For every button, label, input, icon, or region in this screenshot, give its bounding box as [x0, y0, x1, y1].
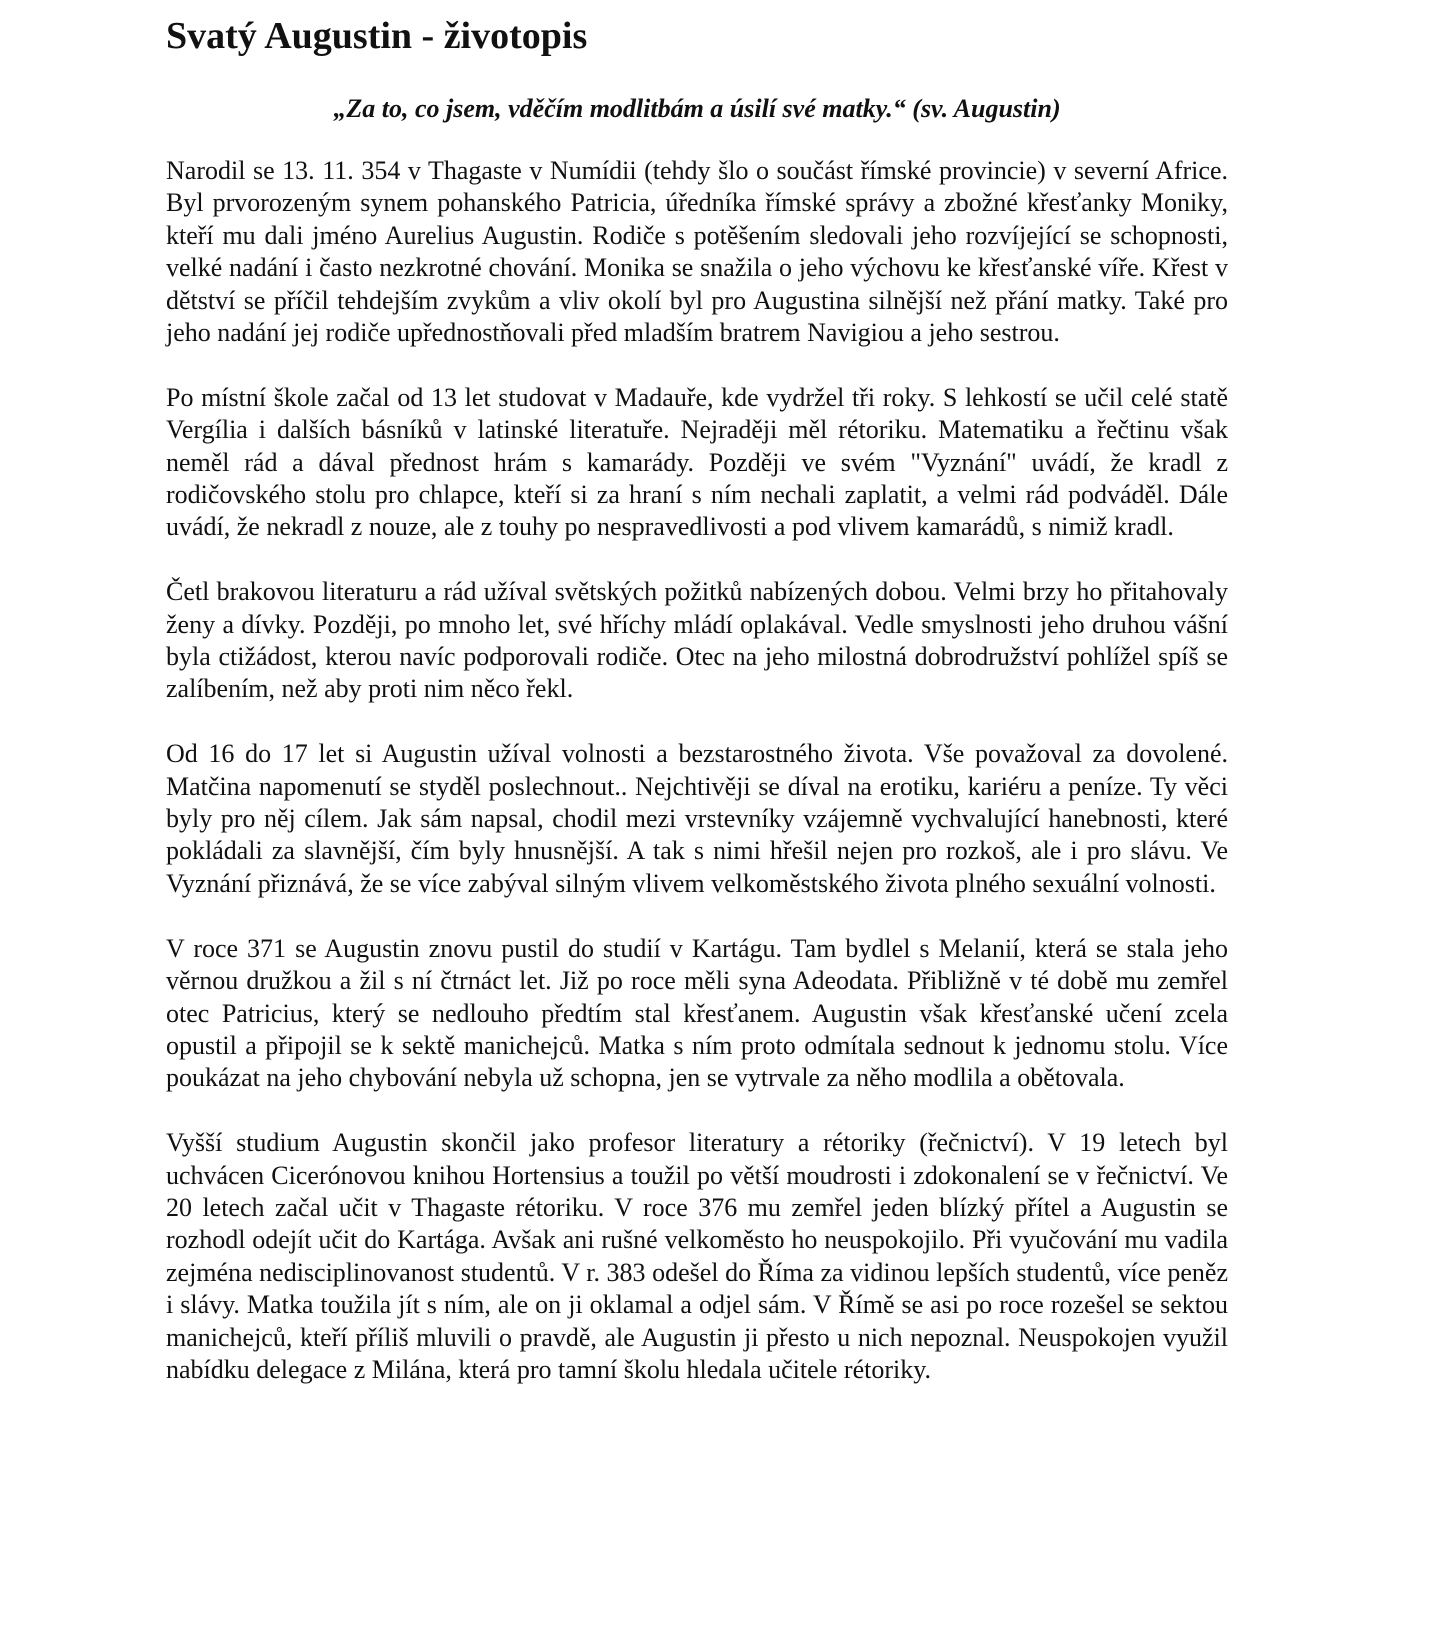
paragraph-schooling: Po místní škole začal od 13 let studovat v Madauře, kde vydržel tři roky. S lehkostí se učil celé statě Vergília i dalších básníků v latinské literatuře. Nejraději měl rétoriku. Matematiku a řečtinu však neměl rád a dával přednost hrám s kamarády. Později ve svém "Vyznání" uvádí, že kradl z rodičovského stolu pro chlapce, kteří si za hraní s ním nechali zaplatit, a velmi rád podváděl. Dále uvádí, že nekradl z nouze, ale z touhy po nespravedlivosti a pod vlivem kamarádů, s nimiž kradl.: [166, 382, 1228, 542]
paragraph-carthage: V roce 371 se Augustin znovu pustil do studií v Kartágu. Tam bydlel s Melanií, která se stala jeho věrnou družkou a žil s ní čtrnáct let. Již po roce měli syna Adeodata. Přibližně v té době mu zemřel otec Patricius, který se nedlouho předtím stal křesťanem. Augustin však křesťanské učení zcela opustil a připojil se k sektě manichejců. Matka s ním proto odmítala sednout k jednomu stolu. Více poukázat na jeho chybování nebyla už schopna, jen se vytrvale za něho modlila a obětovala.: [166, 933, 1228, 1093]
paragraph-youth: Četl brakovou literaturu a rád užíval světských požitků nabízených dobou. Velmi brzy ho přitahovaly ženy a dívky. Později, po mnoho let, své hříchy mládí oplakával. Vedle smyslnosti jeho druhou vášní byla ctižádost, kterou navíc podporovali rodiče. Otec na jeho milostná dobrodružství pohlížel spíš se zalíbením, než aby proti nim něco řekl.: [166, 577, 1228, 704]
paragraph-age-16-17: Od 16 do 17 let si Augustin užíval volnosti a bezstarostného života. Vše považoval za dovolené. Matčina napomenutí se styděl poslechnout.. Nejchtivěji se díval na erotiku, kariéru a peníze. Ty věci byly pro něj cílem. Jak sám napsal, chodil mezi vrstevníky vzájemně vychvalující hanebnosti, které pokládali za slavnější, čím byly hnusnější. A tak s nimi hřešil nejen pro rozkoš, ale i pro slávu. Ve Vyznání přiznává, že se více zabýval silným vlivem velkoměstského života plného sexuální volnosti.: [166, 739, 1228, 898]
paragraph-rhetoric-career: Vyšší studium Augustin skončil jako profesor literatury a rétoriky (řečnictví). V 19 letech byl uchvácen Cicerónovou knihou Hortensius a toužil po větší moudrosti i zdokonalení se v řečnictví. Ve 20 letech začal učit v Thagaste rétoriku. V roce 376 mu zemřel jeden blízký přítel a Augustin se rozhodl odejít učit do Kartága. Avšak ani rušné velkoměsto ho neuspokojilo. Při vyučování mu vadila zejména nedisciplinovanost studentů. V r. 383 odešel do Říma za vidinou lepších studentů, více peněz i slávy. Matka toužila jít s ním, ale on ji oklamal a odjel sám. V Římě se asi po roce rozešel se sektou manichejců, kteří příliš mluvili o pravdě, ale Augustin ji přesto u nich nepoznal. Neuspokojen využil nabídku delegace z Milána, která pro tamní školu hledala učitele rétoriky.: [166, 1128, 1228, 1384]
document-title: Svatý Augustin - životopis: [166, 15, 588, 57]
document-page: [166, 0, 1228, 1419]
document-body: [166, 155, 1228, 1386]
motto-quote: „Za to, co jsem, vděčím modlitbám a úsilí své matky.“ (sv. Augustin): [333, 94, 1061, 123]
paragraph-birth: Narodil se 13. 11. 354 v Thagaste v Numídii (tehdy šlo o součást římské provincie) v severní Africe. Byl prvorozeným synem pohanského Patricia, úředníka římské správy a zbožné křesťanky Moniky, kteří mu dali jméno Aurelius Augustin. Rodiče s potěšením sledovali jeho rozvíjející se schopnosti, velké nadání i často nezkrotné chování. Monika se snažila o jeho výchovu ke křesťanské víře. Křest v dětství se příčil tehdejším zvykům a vliv okolí byl pro Augustina silnější než přání matky. Také pro jeho nadání jej rodiče upřednostňovali před mladším bratrem Navigiou a jeho sestrou.: [166, 156, 1228, 348]
